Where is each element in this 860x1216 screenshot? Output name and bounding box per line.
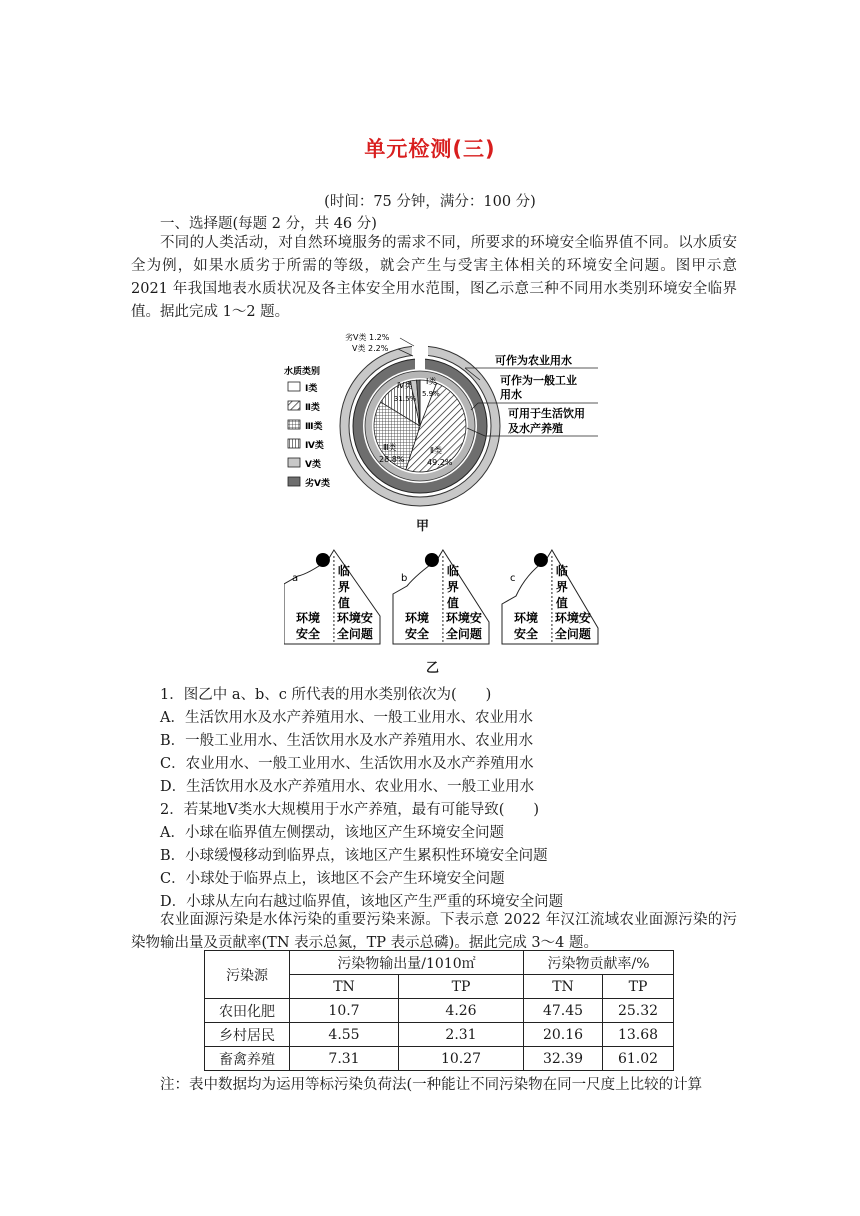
row-value: 47.45 [524, 999, 603, 1023]
critical-label: 界 [555, 580, 568, 594]
legend-title: 水质类别 [284, 367, 321, 377]
legend-label: Ⅳ类 [305, 441, 324, 451]
row-value: 13.68 [603, 1023, 674, 1047]
figure-jia-caption: 甲 [416, 519, 430, 534]
critical-label: 值 [337, 596, 350, 610]
problem-label: 全问题 [554, 627, 591, 641]
question-1-option-c[interactable]: C．农业用水、一般工业用水、生活饮用水及水产养殖用水 [160, 756, 534, 772]
table-row [205, 1023, 674, 1047]
pie-label-class2: Ⅱ类 [430, 446, 442, 455]
pie-label-class3: Ⅲ类 [383, 443, 397, 452]
figure-jia [280, 328, 600, 528]
pie-value-class4: 31.5% [394, 395, 417, 403]
pie-value-class1: 5.9% [422, 390, 440, 398]
pie-label-class4: Ⅳ类 [397, 381, 413, 390]
safe-label: 环境 [296, 611, 321, 625]
legend-label: Ⅱ类 [305, 403, 320, 413]
row-value: 25.32 [603, 999, 674, 1023]
row-source: 乡村居民 [205, 1023, 290, 1047]
legend-swatch [288, 458, 300, 467]
subheader-rate-tp: TP [603, 975, 674, 999]
row-source: 畜禽养殖 [205, 1047, 290, 1071]
pie-value-class3: 28.8% [379, 455, 405, 464]
critical-label: 临 [446, 564, 459, 578]
threshold-panel-a [284, 550, 380, 644]
threshold-panel-b [393, 550, 489, 644]
question-1-option-a[interactable]: A．生活饮用水及水产养殖用水、一般工业用水、农业用水 [160, 710, 533, 726]
label-class-inferior5: 劣Ⅴ类 1.2% [345, 333, 390, 342]
header-source: 污染源 [205, 951, 290, 999]
legend-swatch [288, 420, 300, 429]
table-row [205, 999, 674, 1023]
critical-label: 临 [337, 564, 350, 578]
panel-letter: b [401, 573, 408, 584]
panel-letter: c [510, 573, 516, 584]
critical-label: 临 [555, 564, 568, 578]
critical-label: 界 [337, 580, 350, 594]
question-2-option-d[interactable]: D．小球从左向右越过临界值，该地区产生严重的环境安全问题 [160, 894, 564, 910]
paragraph-2: 农业面源污染是水体污染的重要污染来源。下表示意 2022 年汉江流域农业面源污染的污染物输出量及贡献率(TN 表示总氮，TP 表示总磷)。据此完成 3～4 题。 [131, 912, 737, 951]
legend-label: 劣Ⅴ类 [305, 479, 330, 489]
ball-icon [425, 553, 439, 567]
section-heading: 一、选择题(每题 2 分，共 46 分) [160, 216, 377, 232]
ball-icon [534, 553, 548, 567]
pie-value-class2: 49.2% [427, 458, 453, 467]
figure-yi [284, 536, 604, 648]
row-value: 10.27 [399, 1047, 524, 1071]
problem-label: 全问题 [445, 627, 482, 641]
callout-agri: 可作为农业用水 [495, 354, 572, 367]
table-note: 注：表中数据均为运用等标污染负荷法(一种能让不同污染物在同一尺度上比较的计算 [160, 1077, 703, 1093]
panel-letter: a [292, 573, 299, 584]
pollution-table [204, 950, 674, 1071]
row-value: 10.7 [290, 999, 399, 1023]
row-source: 农田化肥 [205, 999, 290, 1023]
question-1-option-d[interactable]: D．生活饮用水及水产养殖用水、农业用水、一般工业用水 [160, 779, 535, 795]
subheader-output-tp: TP [399, 975, 524, 999]
header-output: 污染物输出量/1010㎡ [290, 951, 524, 975]
callout-drinking-2: 及水产养殖 [508, 422, 563, 435]
callout-industry-2: 用水 [500, 388, 522, 401]
legend [288, 382, 330, 489]
legend-label: Ⅴ类 [305, 460, 321, 470]
problem-label: 全问题 [336, 627, 373, 641]
safe-label: 安全 [296, 627, 321, 641]
legend-swatch [288, 477, 300, 486]
question-2-stem: 2．若某地Ⅴ类水大规模用于水产养殖，最有可能导致( ) [160, 802, 540, 818]
legend-swatch [288, 401, 300, 410]
safe-label: 安全 [405, 627, 430, 641]
row-value: 7.31 [290, 1047, 399, 1071]
question-1-stem: 1．图乙中 a、b、c 所代表的用水类别依次为( ) [160, 687, 492, 703]
legend-label: Ⅲ类 [305, 422, 323, 432]
critical-label: 界 [446, 580, 459, 594]
row-value: 2.31 [399, 1023, 524, 1047]
callout-drinking-1: 可用于生活饮用 [508, 407, 585, 420]
row-value: 20.16 [524, 1023, 603, 1047]
question-2-option-a[interactable]: A．小球在临界值左侧摆动，该地区产生环境安全问题 [160, 825, 504, 841]
row-value: 4.26 [399, 999, 524, 1023]
callout-industry-1: 可作为一般工业 [500, 374, 577, 387]
question-2-option-b[interactable]: B．小球缓慢移动到临界点，该地区产生累积性环境安全问题 [160, 848, 548, 864]
subheader-output-tn: TN [290, 975, 399, 999]
table-row [205, 1047, 674, 1071]
critical-label: 值 [446, 596, 459, 610]
header-rate: 污染物贡献率/% [524, 951, 674, 975]
legend-label: Ⅰ类 [305, 384, 318, 394]
legend-swatch [288, 382, 300, 391]
exam-time-info: (时间：75 分钟，满分：100 分) [324, 194, 536, 210]
question-1-option-b[interactable]: B．一般工业用水、生活饮用水及水产养殖用水、农业用水 [160, 733, 534, 749]
safe-label: 环境 [405, 611, 430, 625]
legend-swatch [288, 439, 300, 448]
label-class5: Ⅴ类 2.2% [352, 344, 389, 353]
problem-label: 环境安 [554, 611, 591, 625]
row-value: 32.39 [524, 1047, 603, 1071]
figure-yi-caption: 乙 [426, 661, 440, 676]
subheader-rate-tn: TN [524, 975, 603, 999]
pie-label-class1: Ⅰ类 [426, 377, 437, 386]
problem-label: 环境安 [336, 611, 373, 625]
row-value: 61.02 [603, 1047, 674, 1071]
ball-icon [316, 553, 330, 567]
safe-label: 安全 [514, 627, 539, 641]
critical-label: 值 [555, 596, 568, 610]
intro-paragraph: 不同的人类活动，对自然环境服务的需求不同，所要求的环境安全临界值不同。以水质安全为例，如果水质劣于所需的等级，就会产生与受害主体相关的环境安全问题。图甲示意 2021 年我国地表水质状况及各主体安全用水范围，图乙示意三种不同用水类别环境安全临界值。据此完成 1～2 题。 [131, 235, 737, 320]
page-title: 单元检测(三) [364, 137, 496, 161]
problem-label: 环境安 [445, 611, 482, 625]
question-2-option-c[interactable]: C．小球处于临界点上，该地区不会产生环境安全问题 [160, 871, 505, 887]
safe-label: 环境 [514, 611, 539, 625]
threshold-panel-c [502, 550, 598, 644]
row-value: 4.55 [290, 1023, 399, 1047]
